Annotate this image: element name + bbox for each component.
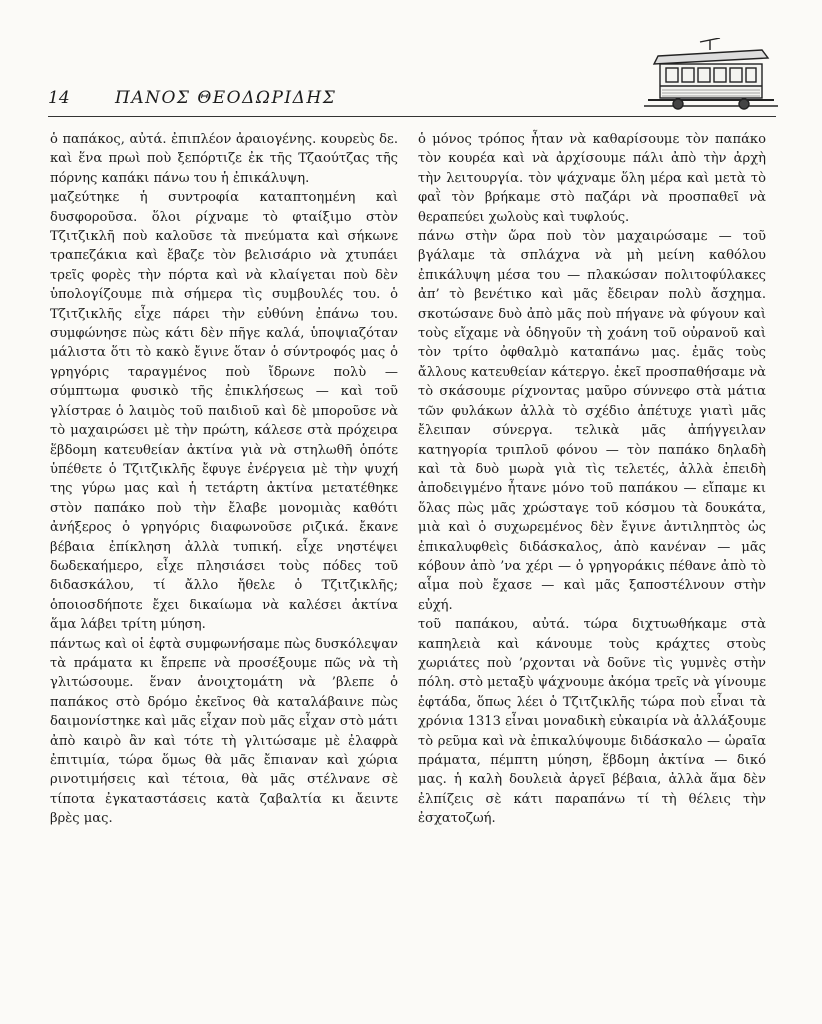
running-title: ΠΑΝΟΣ ΘΕΟΔΩΡΙΔΗΣ <box>115 88 337 108</box>
paragraph: μαζεύτηκε ἡ συντροφία καταπτοημένη καὶ δυσφοροῦσα. ὅλοι ρίχναμε τὸ φταίξιμο στὸν Τζιτζικλῆ ποὺ καλοῦσε τὰ πνεύματα καὶ σήκωνε τραπεζάκια καὶ ἔβαζε τὸν βελισάριο νὰ χτυπάει τρεῖς φορὲς τὴν πόρτα καὶ νὰ κλαίγεται ποὺ δὲν ὑπολογίζουμε πιὰ σήμερα τὶς συμβουλές του. ὁ Τζιτζικλῆς εἶχε πάρει τὴν εὐθύνη ἐπάνω του. συμφώνησε πὼς κάτι δὲν πῆγε καλά, ὑποψιαζόταν μάλιστα ὅτι τὸ κακὸ ἔγινε ὅταν ὁ σύντροφός μας ὁ γρηγόρις ταραγμένος ποὺ ἴδρωνε πολὺ — σύμπτωμα φυσικὸ τῆς ἐπικλήσεως — καὶ τοῦ γλίστραε ὁ λαιμὸς τοῦ παιδιοῦ καὶ δὲ μποροῦσε νὰ τὸ μαχαιρώσει μὲ τὴν πρώτη, κάλεσε στὰ πρόχειρα ἕβδομη κατευθείαν ἀκτίνα γιὰ νὰ στηλωθῆ ὁπότε ὑπέθετε ὁ Τζιτζικλῆς ἔφυγε ἐνέργεια μὲ τὴν ψυχή της γύρω μας καὶ ἡ τετάρτη ἀκτίνα μετατέθηκε στὸν παπάκο ποὺ τὴν ἔλαβε μονομιὰς καθότι ἀνήξερος ὁ γρηγόρις διαφωνοῦσε ριζικά. ἔκανε βέβαια ἐπίκληση ἀλλὰ τυπική. εἶχε νηστέψει δωδεκαήμερο, εἶχε πλησιάσει τοὺς πόδες τοῦ διδασκάλου, τί ἄλλο ἤθελε ὁ Τζιτζικλῆς; ὁποιοσδήποτε ἔχει δικαίωμα νὰ καλέσει ἀκτίνα ἅμα λάβει τρίτη μύηση. <box>50 190 398 633</box>
header-rule <box>48 116 776 117</box>
paragraph: πάντως καὶ οἱ ἑφτὰ συμφωνήσαμε πὼς δυσκόλεψαν τὰ πράματα κι ἔπρεπε νὰ προσέξουμε πῶς νὰ τὴ γλιτώσουμε. ἕναν ἀνοιχτομάτη νὰ ’βλεπε ὁ παπάκος στὸ δρόμο ἐκεῖνος θὰ καταλάβαινε πὼς δαιμονίστηκε καὶ μᾶς εἶχαν ποὺ μᾶς εἶχαν στὸ μάτι ἀπὸ καιρὸ ἂν καὶ τότε τὴ γλιτώσαμε μὲ ἐλαφρὰ ἐπιτιμία, τώρα ὅμως θὰ μᾶς ἔπιαναν καὶ χώρια ρινοτιμήσεις καὶ τέτοια, θὰ μᾶς στέλνανε σὲ τίποτα ἐγκαταστάσεις κατὰ ζαβαλτία κι ἄειντε βρὲς μας. <box>50 636 398 827</box>
paragraph: ὁ μόνος τρόπος ἦταν νὰ καθαρίσουμε τὸν παπάκο τὸν κουρέα καὶ νὰ ἀρχίσουμε πάλι ἀπὸ τὴν ἀρχὴ τὴν λειτουργία. τὸν ψάχναμε ὅλη μέρα καὶ μετὰ τὸ φαῒ τὸν βρήκαμε στὸ παζάρι νὰ προσπαθεῖ νὰ θεραπεύει χωλοὺς καὶ τυφλούς. <box>418 132 766 225</box>
tram-car-icon <box>640 38 780 118</box>
left-column <box>50 130 398 829</box>
right-column <box>418 130 766 829</box>
page-number: 14 <box>48 88 70 108</box>
paragraph: ὁ παπάκος, αὐτά. ἐπιπλέον ἀραιογένης. κουρεὺς δε. καὶ ἕνα πρωὶ ποὺ ξεπόρτιζε ἐκ τῆς Τζαούτζας τῆς πόρνης καπάκι πάνω του ἡ ἐπικάλυψη. <box>50 132 398 186</box>
page-header <box>0 0 822 120</box>
paragraph: πάνω στὴν ὥρα ποὺ τὸν μαχαιρώσαμε — τοῦ βγάλαμε τὰ σπλάχνα νὰ μὴ μείνη καθόλου ἐπικάλυψη μέσα του — πλακώσαν πολιτοφύλακες ἀπ’ τὸ βενέτικο καὶ μᾶς ἔδειραν πολὺ ἄσχημα. σκοτώσανε δυὸ ἀπὸ μᾶς ποὺ πήγανε νὰ φύγουν καὶ τοὺς εἴχαμε νὰ ὁδηγοῦν τὴ χοάνη τοῦ οὐρανοῦ καὶ τὸν τρίτο ὀφθαλμὸ καταπάνω μας. ἐμᾶς τοὺς ἄλλους κατευθείαν κάτεργο. ἐκεῖ προσπαθήσαμε νὰ τὸ σκάσουμε ρίχνοντας μαῦρο σύννεφο στὰ μάτια τῶν φυλάκων ἀλλὰ τὸ σχέδιο ἀπέτυχε γιατὶ μᾶς ἔλειπαν σύνεργα. τελικὰ μᾶς ἀπήγγειλαν κατηγορία τριπλοῦ φόνου — τὸν παπάκο δηλαδὴ καὶ τὰ δυὸ μωρὰ γιὰ τὶς τελετές, ἀλλὰ ἐπειδὴ ἀποδειγμένο ἦτανε μόνο τοῦ παπάκου — εἴπαμε κι ὅλας πὼς μᾶς χρώσταγε τοῦ κόσμου τὰ δουκάτα, μιὰ καὶ ὁ συχωρεμένος δὲν ἔγινε ἀντιληπτὸς ὡς ἐπικαλυφθεὶς διδάσκαλος, ἀπὸ κανέναν — μᾶς κόβουν ἀπὸ ’να χέρι — ὁ γρηγοράκις πέθανε ἀπὸ τὸ αἷμα ποὺ ἔχασε — καὶ μᾶς ξαποστέλνουν στὴν εὐχή. <box>418 229 766 613</box>
paragraph: τοῦ παπάκου, αὐτά. τώρα διχτυωθήκαμε στὰ καπηλειὰ καὶ κάνουμε τοὺς κράχτες στοὺς χωριάτες ποὺ ’ρχονται νὰ δοῦνε τὶς γυμνὲς στὴν πόλη. στὸ μεταξὺ ψάχνουμε ἀκόμα τρεῖς νὰ γίνουμε ἑφτάδα, ὅπως λέει ὁ Τζιτζικλῆς τώρα ποὺ εἶναι τὰ χρόνια 1313 εἶναι μοναδικὴ εὐκαιρία νὰ ἀλλάξουμε τὸ ρεῦμα καὶ νὰ ἐπικαλύψουμε διδάσκαλο — ὡραῖα πράματα, πέμπτη μύηση, ἕβδομη ἀκτίνα — δικό μας. ἡ καλὴ δουλειὰ ἀργεῖ βέβαια, ἀλλὰ ἅμα δὲν ἐλπίζεις σὲ κάτι παραπάνω τί τὴ θέλεις τὴν ἐσχατοζωή. <box>418 617 766 827</box>
